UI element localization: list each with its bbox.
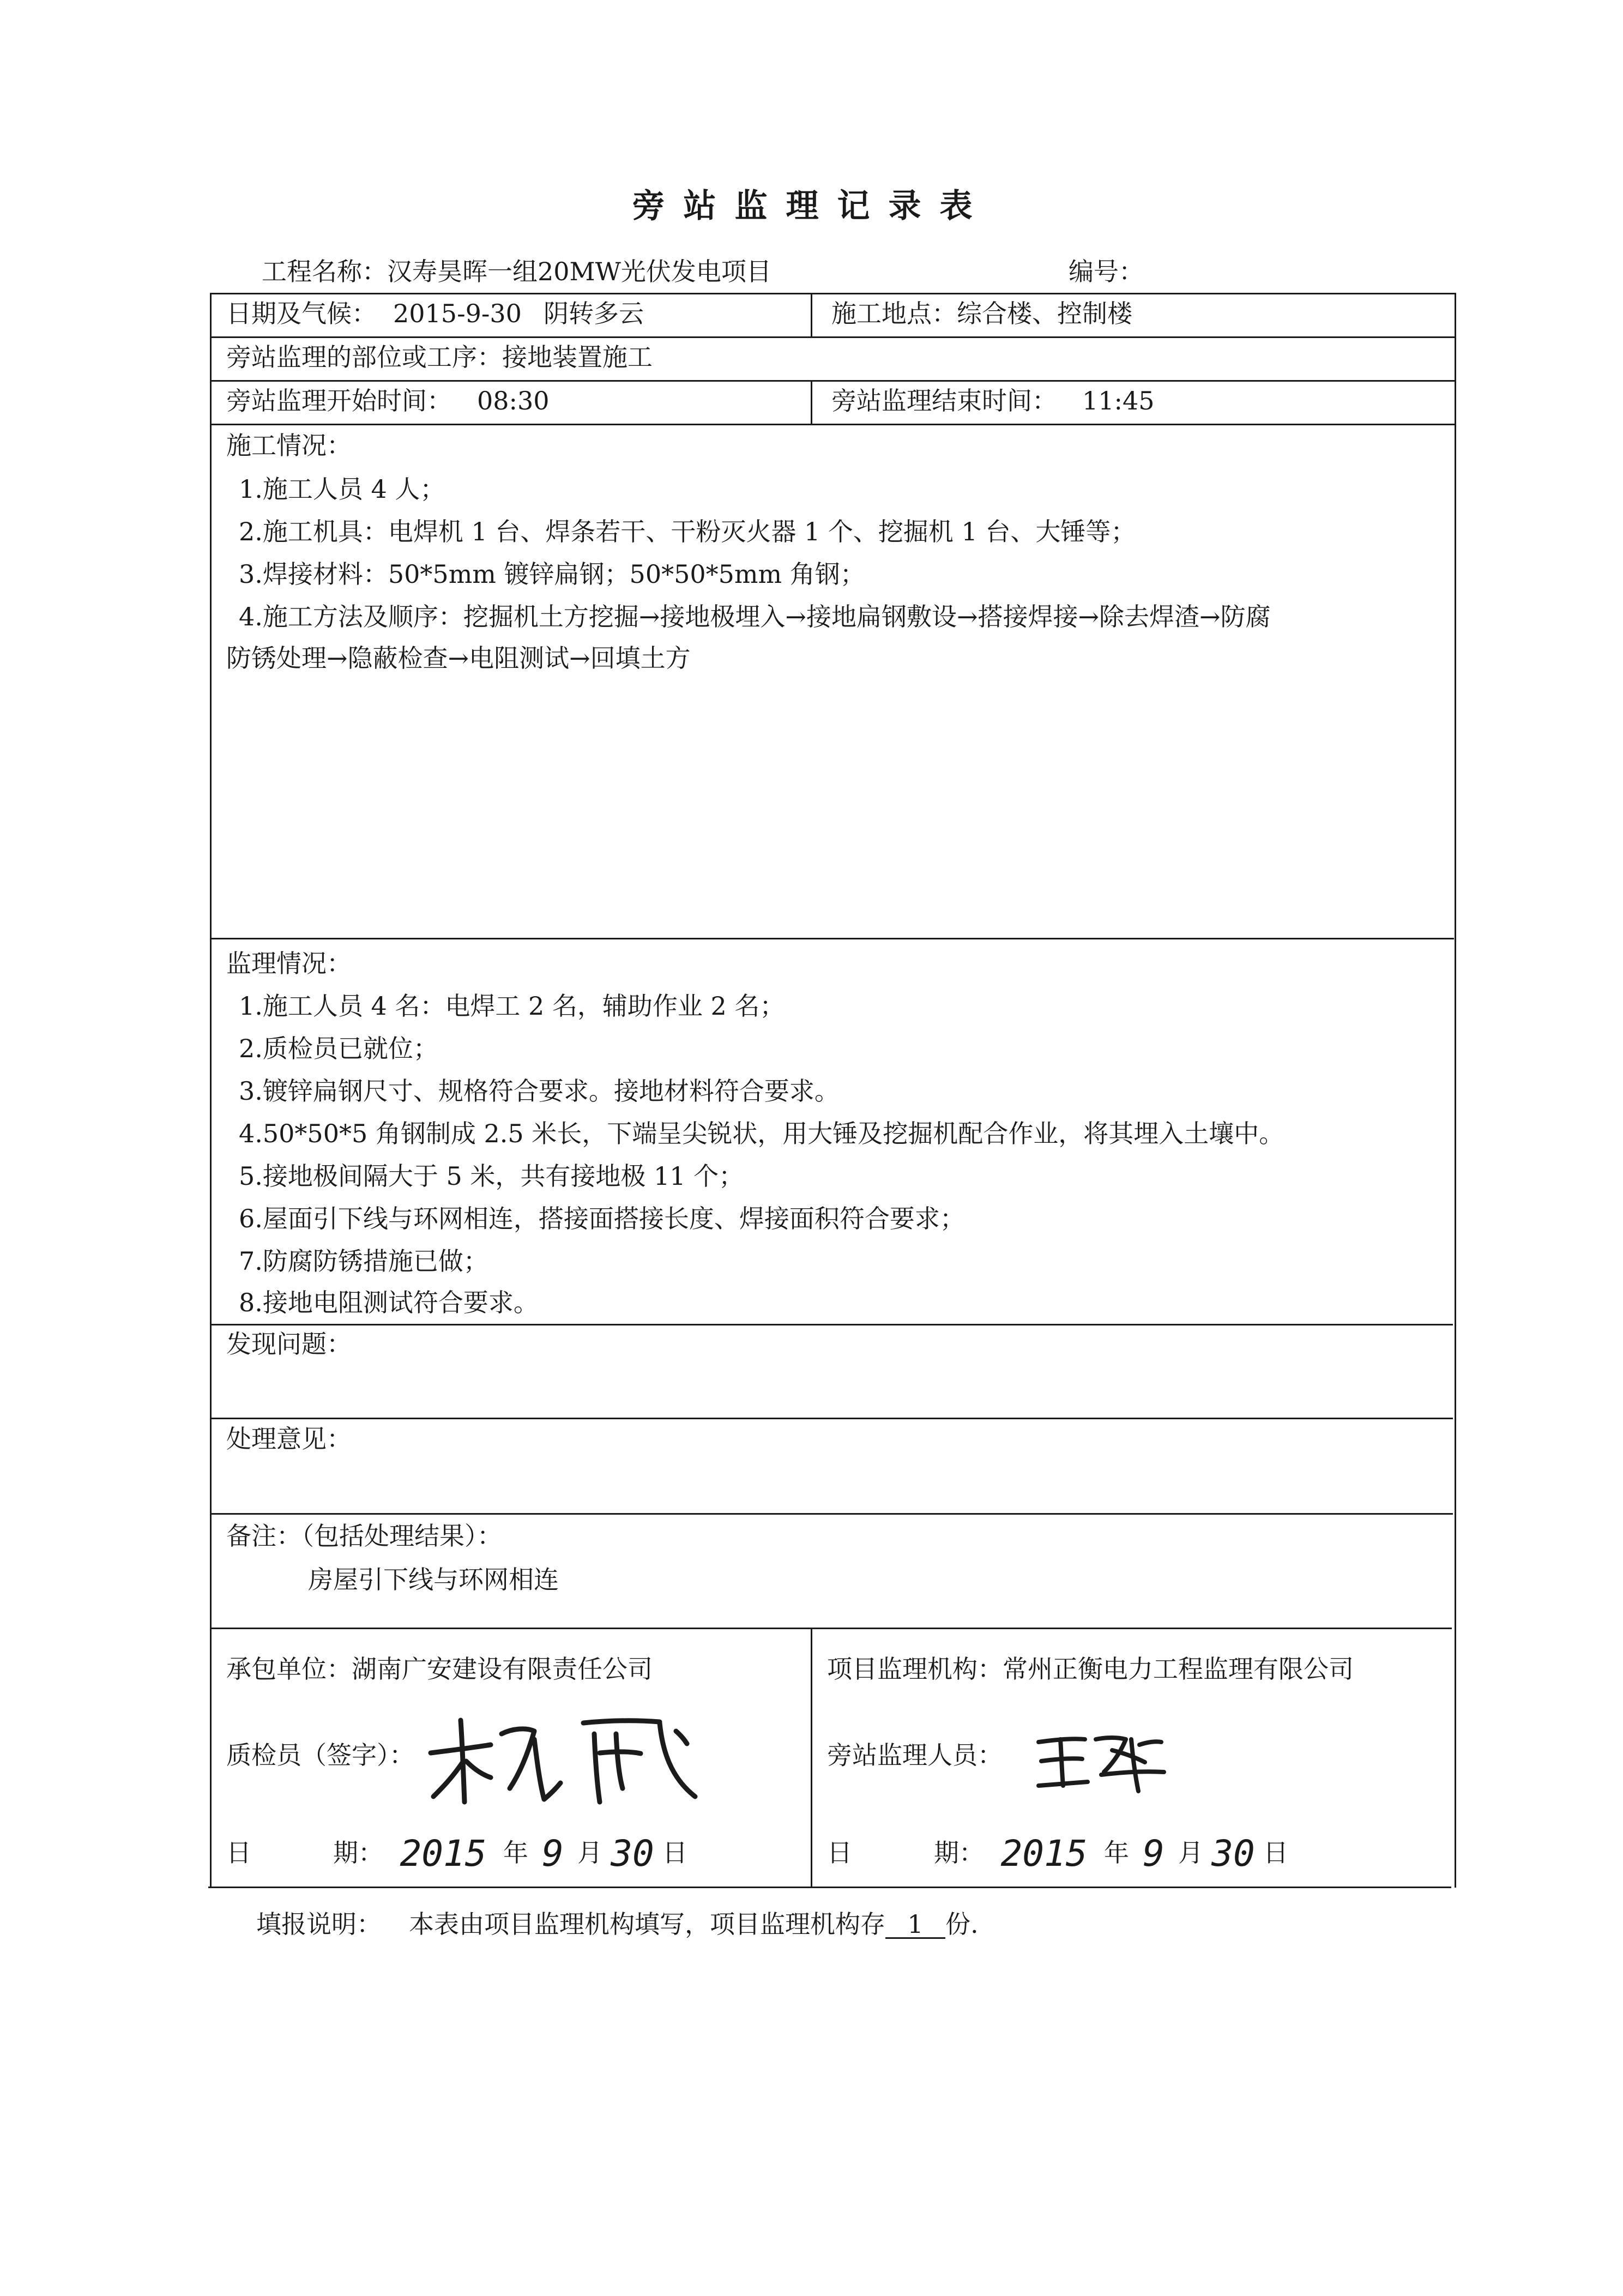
supervisor-sign-year: 2015: [1000, 1833, 1088, 1875]
handling-label: 处理意见：: [226, 1424, 352, 1454]
footer-text: 本表由项目监理机构填写，项目监理机构存: [409, 1909, 885, 1939]
day-label: 日: [662, 1838, 687, 1867]
project-label: 工程名称：: [262, 257, 387, 286]
supervision-line: 6.屋面引下线与环网相连，搭接面搭接长度、焊接面积符合要求；: [239, 1204, 965, 1233]
number-label: 编号：: [1069, 257, 1144, 286]
supervisor-org-name: 常州正衡电力工程监理有限公司: [1003, 1654, 1354, 1684]
construction-line: 1.施工人员 4 人；: [239, 474, 445, 504]
construction-line: 3.焊接材料：50*5mm 镀锌扁钢；50*50*5mm 角钢；: [239, 559, 865, 589]
supervisor-org-line: [827, 1654, 1354, 1684]
supervisor-signature: [1030, 1723, 1172, 1794]
supervision-line: 1.施工人员 4 名：电焊工 2 名，辅助作业 2 名；: [239, 991, 785, 1021]
month-label: 月: [577, 1838, 602, 1867]
supervisor-date-line: [827, 1828, 1288, 1875]
contractor-unit-label: 承包单位：: [226, 1654, 352, 1684]
construction-line: 2.施工机具：电焊机 1 台、焊条若干、干粉灭火器 1 个、挖掘机 1 台、大锤等；: [239, 517, 1136, 546]
document-title: 旁站监理记录表: [632, 187, 991, 225]
construction-line: 4.施工方法及顺序：挖掘机土方挖掘→接地极埋入→接地扁钢敷设→搭接焊接→除去焊渣→防腐: [239, 602, 1271, 631]
contractor-sign-month: 9: [542, 1833, 564, 1875]
project-name: 汉寿昊晖一组20MW光伏发电项目: [387, 257, 771, 286]
contractor-date-line: [226, 1828, 687, 1875]
location-value: 综合楼、控制楼: [957, 299, 1132, 328]
footer-copies: 1: [885, 1911, 945, 1939]
footer-note: [256, 1909, 979, 1939]
contractor-unit-name: 湖南广安建设有限责任公司: [352, 1654, 653, 1684]
supervisor-org-label: 项目监理机构：: [827, 1654, 1003, 1684]
supervisor-sign-day: 30: [1211, 1833, 1255, 1875]
footer-label: 填报说明：: [256, 1909, 382, 1939]
start-time-cell: [226, 386, 550, 416]
day-label: 日: [1263, 1838, 1288, 1867]
supervision-line: 3.镀锌扁钢尺寸、规格符合要求。接地材料符合要求。: [239, 1076, 840, 1106]
supervision-line: 4.50*50*5 角钢制成 2.5 米长，下端呈尖锐状，用大锤及挖掘机配合作业，将其埋入土壤中。: [239, 1119, 1284, 1148]
contractor-sign-year: 2015: [400, 1833, 487, 1875]
remarks-label: 备注：（包括处理结果）：: [226, 1521, 502, 1551]
inspector-label: 质检员（签字）：: [226, 1740, 414, 1770]
date-value: 2015-9-30: [393, 299, 522, 328]
date-label-char: 日: [827, 1838, 852, 1867]
contractor-unit-line: [226, 1654, 653, 1684]
supervision-line: 7.防腐防锈措施已做；: [239, 1246, 488, 1276]
project-name-line: [262, 252, 771, 288]
inspector-signature: [420, 1701, 703, 1810]
contractor-sign-day: 30: [611, 1833, 654, 1875]
date-label-char: 期：: [333, 1838, 383, 1867]
construction-line: 防锈处理→隐蔽检查→电阻测试→回填土方: [226, 643, 691, 673]
process-cell: [226, 342, 653, 372]
process-value: 接地装置施工: [502, 342, 653, 372]
construction-label: 施工情况：: [226, 431, 352, 460]
end-time-label: 旁站监理结束时间：: [831, 386, 1057, 415]
end-time-cell: [831, 386, 1155, 416]
date-label-char: 期：: [934, 1838, 984, 1867]
date-weather-cell: [226, 299, 644, 329]
supervision-line: 2.质检员已就位；: [239, 1034, 438, 1063]
date-label: 日期及气候：: [226, 299, 377, 328]
end-time-value: 11:45: [1082, 386, 1155, 415]
weather-value: 阴转多云: [543, 299, 644, 328]
month-label: 月: [1178, 1838, 1203, 1867]
supervision-line: 5.接地极间隔大于 5 米，共有接地极 11 个；: [239, 1161, 744, 1191]
supervision-label: 监理情况：: [226, 949, 352, 978]
start-time-value: 08:30: [477, 386, 550, 415]
year-label: 年: [503, 1838, 528, 1867]
location-label: 施工地点：: [831, 299, 957, 328]
year-label: 年: [1104, 1838, 1129, 1867]
process-label: 旁站监理的部位或工序：: [226, 342, 502, 372]
supervision-line: 8.接地电阻测试符合要求。: [239, 1288, 539, 1317]
location-cell: [831, 299, 1132, 329]
start-time-label: 旁站监理开始时间：: [226, 386, 452, 415]
problems-label: 发现问题：: [226, 1329, 352, 1359]
remarks-content: 房屋引下线与环网相连: [308, 1565, 559, 1594]
footer-text-end: 份.: [945, 1909, 979, 1939]
supervisor-sign-month: 9: [1143, 1833, 1165, 1875]
date-label-char: 日: [226, 1838, 251, 1867]
supervisor-person-label: 旁站监理人员：: [827, 1740, 1003, 1770]
